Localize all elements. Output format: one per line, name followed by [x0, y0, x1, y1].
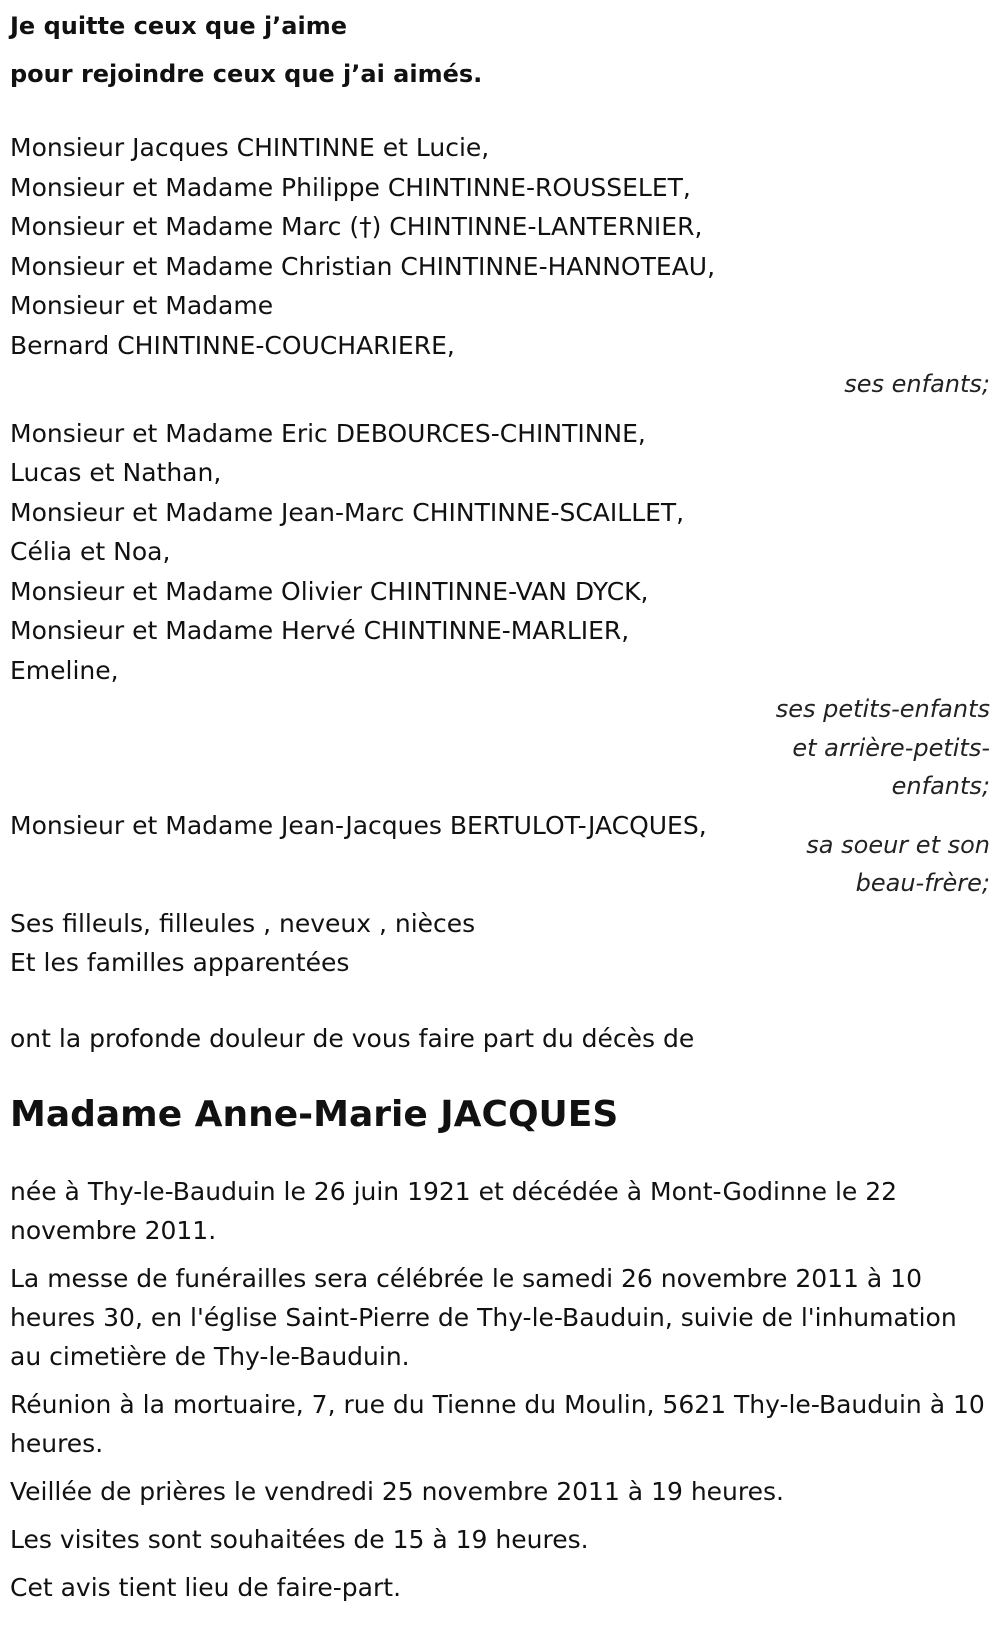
- announcement-text: ont la profonde douleur de vous faire part du décès de: [10, 1023, 695, 1053]
- family-member-line: Monsieur et Madame Eric DEBOURCES-CHINTINNE,: [10, 418, 646, 448]
- detail-paragraph: Veillée de prières le vendredi 25 novembre 2011 à 19 heures.: [10, 1477, 784, 1506]
- detail-paragraph: Cet avis tient lieu de faire-part.: [10, 1573, 402, 1602]
- family-member-line: Célia et Noa,: [10, 537, 171, 566]
- relationship-label-line: ses petits-enfants: [775, 695, 990, 723]
- relationship-label-sibling: [806, 826, 990, 903]
- family-member-line: Monsieur Jacques CHINTINNE et Lucie,: [10, 133, 490, 162]
- family-member-line: Ses filleuls, filleules , neveux , nièces: [10, 908, 476, 938]
- funeral-details: [10, 1172, 990, 1607]
- deceased-name: Madame Anne-Marie JACQUES: [10, 1094, 619, 1135]
- family-member-line: Monsieur et Madame Hervé CHINTINNE-MARLIER,: [10, 616, 630, 645]
- detail-paragraph: née à Thy-le-Bauduin le 26 juin 1921 et décédée à Mont-Godinne le 22 novembre 2011.: [10, 1177, 898, 1245]
- other-relatives: [10, 904, 990, 983]
- opening-quote: [10, 0, 990, 98]
- family-member-line: Monsieur et Madame Jean-Marc CHINTINNE-SCAILLET,: [10, 497, 685, 527]
- relationship-label-line: enfants;: [891, 772, 990, 800]
- quote-line: Je quitte ceux que j’aime: [10, 12, 348, 40]
- quote-line: pour rejoindre ceux que j’ai aimés.: [10, 60, 483, 88]
- family-member-line: Lucas et Nathan,: [10, 458, 222, 487]
- family-member-line: Monsieur et Madame Jean-Jacques BERTULOT-JACQUES,: [10, 810, 707, 840]
- family-member-line: Monsieur et Madame: [10, 291, 274, 320]
- detail-paragraph: Réunion à la mortuaire, 7, rue du Tienne du Moulin, 5621 Thy-le-Bauduin à 10 heures.: [10, 1390, 985, 1458]
- detail-paragraph: Les visites sont souhaitées de 15 à 19 heures.: [10, 1525, 589, 1554]
- family-member-line: Emeline,: [10, 655, 119, 685]
- family-member-line: Et les familles apparentées: [10, 948, 350, 977]
- relationship-label-line: beau-frère;: [855, 869, 990, 897]
- relationship-label-line: sa soeur et son: [806, 830, 990, 859]
- relationship-label-line: et arrière-petits-: [792, 733, 990, 762]
- detail-paragraph: La messe de funérailles sera célébrée le samedi 26 novembre 2011 à 10 heures 30, en l'église Saint-Pierre de Thy-le-Bauduin, suivie de l'inhumation au cimetière de Thy-le-Bauduin.: [10, 1264, 957, 1371]
- relationship-label-grandchildren: [10, 690, 990, 806]
- children-list: [10, 128, 990, 365]
- sibling-row: [10, 806, 990, 904]
- relationship-label-children: ses enfants;: [844, 370, 990, 398]
- grandchildren-list: [10, 414, 990, 691]
- family-member-line: Monsieur et Madame Philippe CHINTINNE-ROUSSELET,: [10, 172, 691, 202]
- family-member-line: Monsieur et Madame Christian CHINTINNE-HANNOTEAU,: [10, 251, 716, 281]
- family-member-line: Monsieur et Madame Olivier CHINTINNE-VAN DYCK,: [10, 576, 649, 606]
- family-member-line: Bernard CHINTINNE-COUCHARIERE,: [10, 330, 455, 360]
- family-member-line: Monsieur et Madame Marc (†) CHINTINNE-LANTERNIER,: [10, 212, 703, 241]
